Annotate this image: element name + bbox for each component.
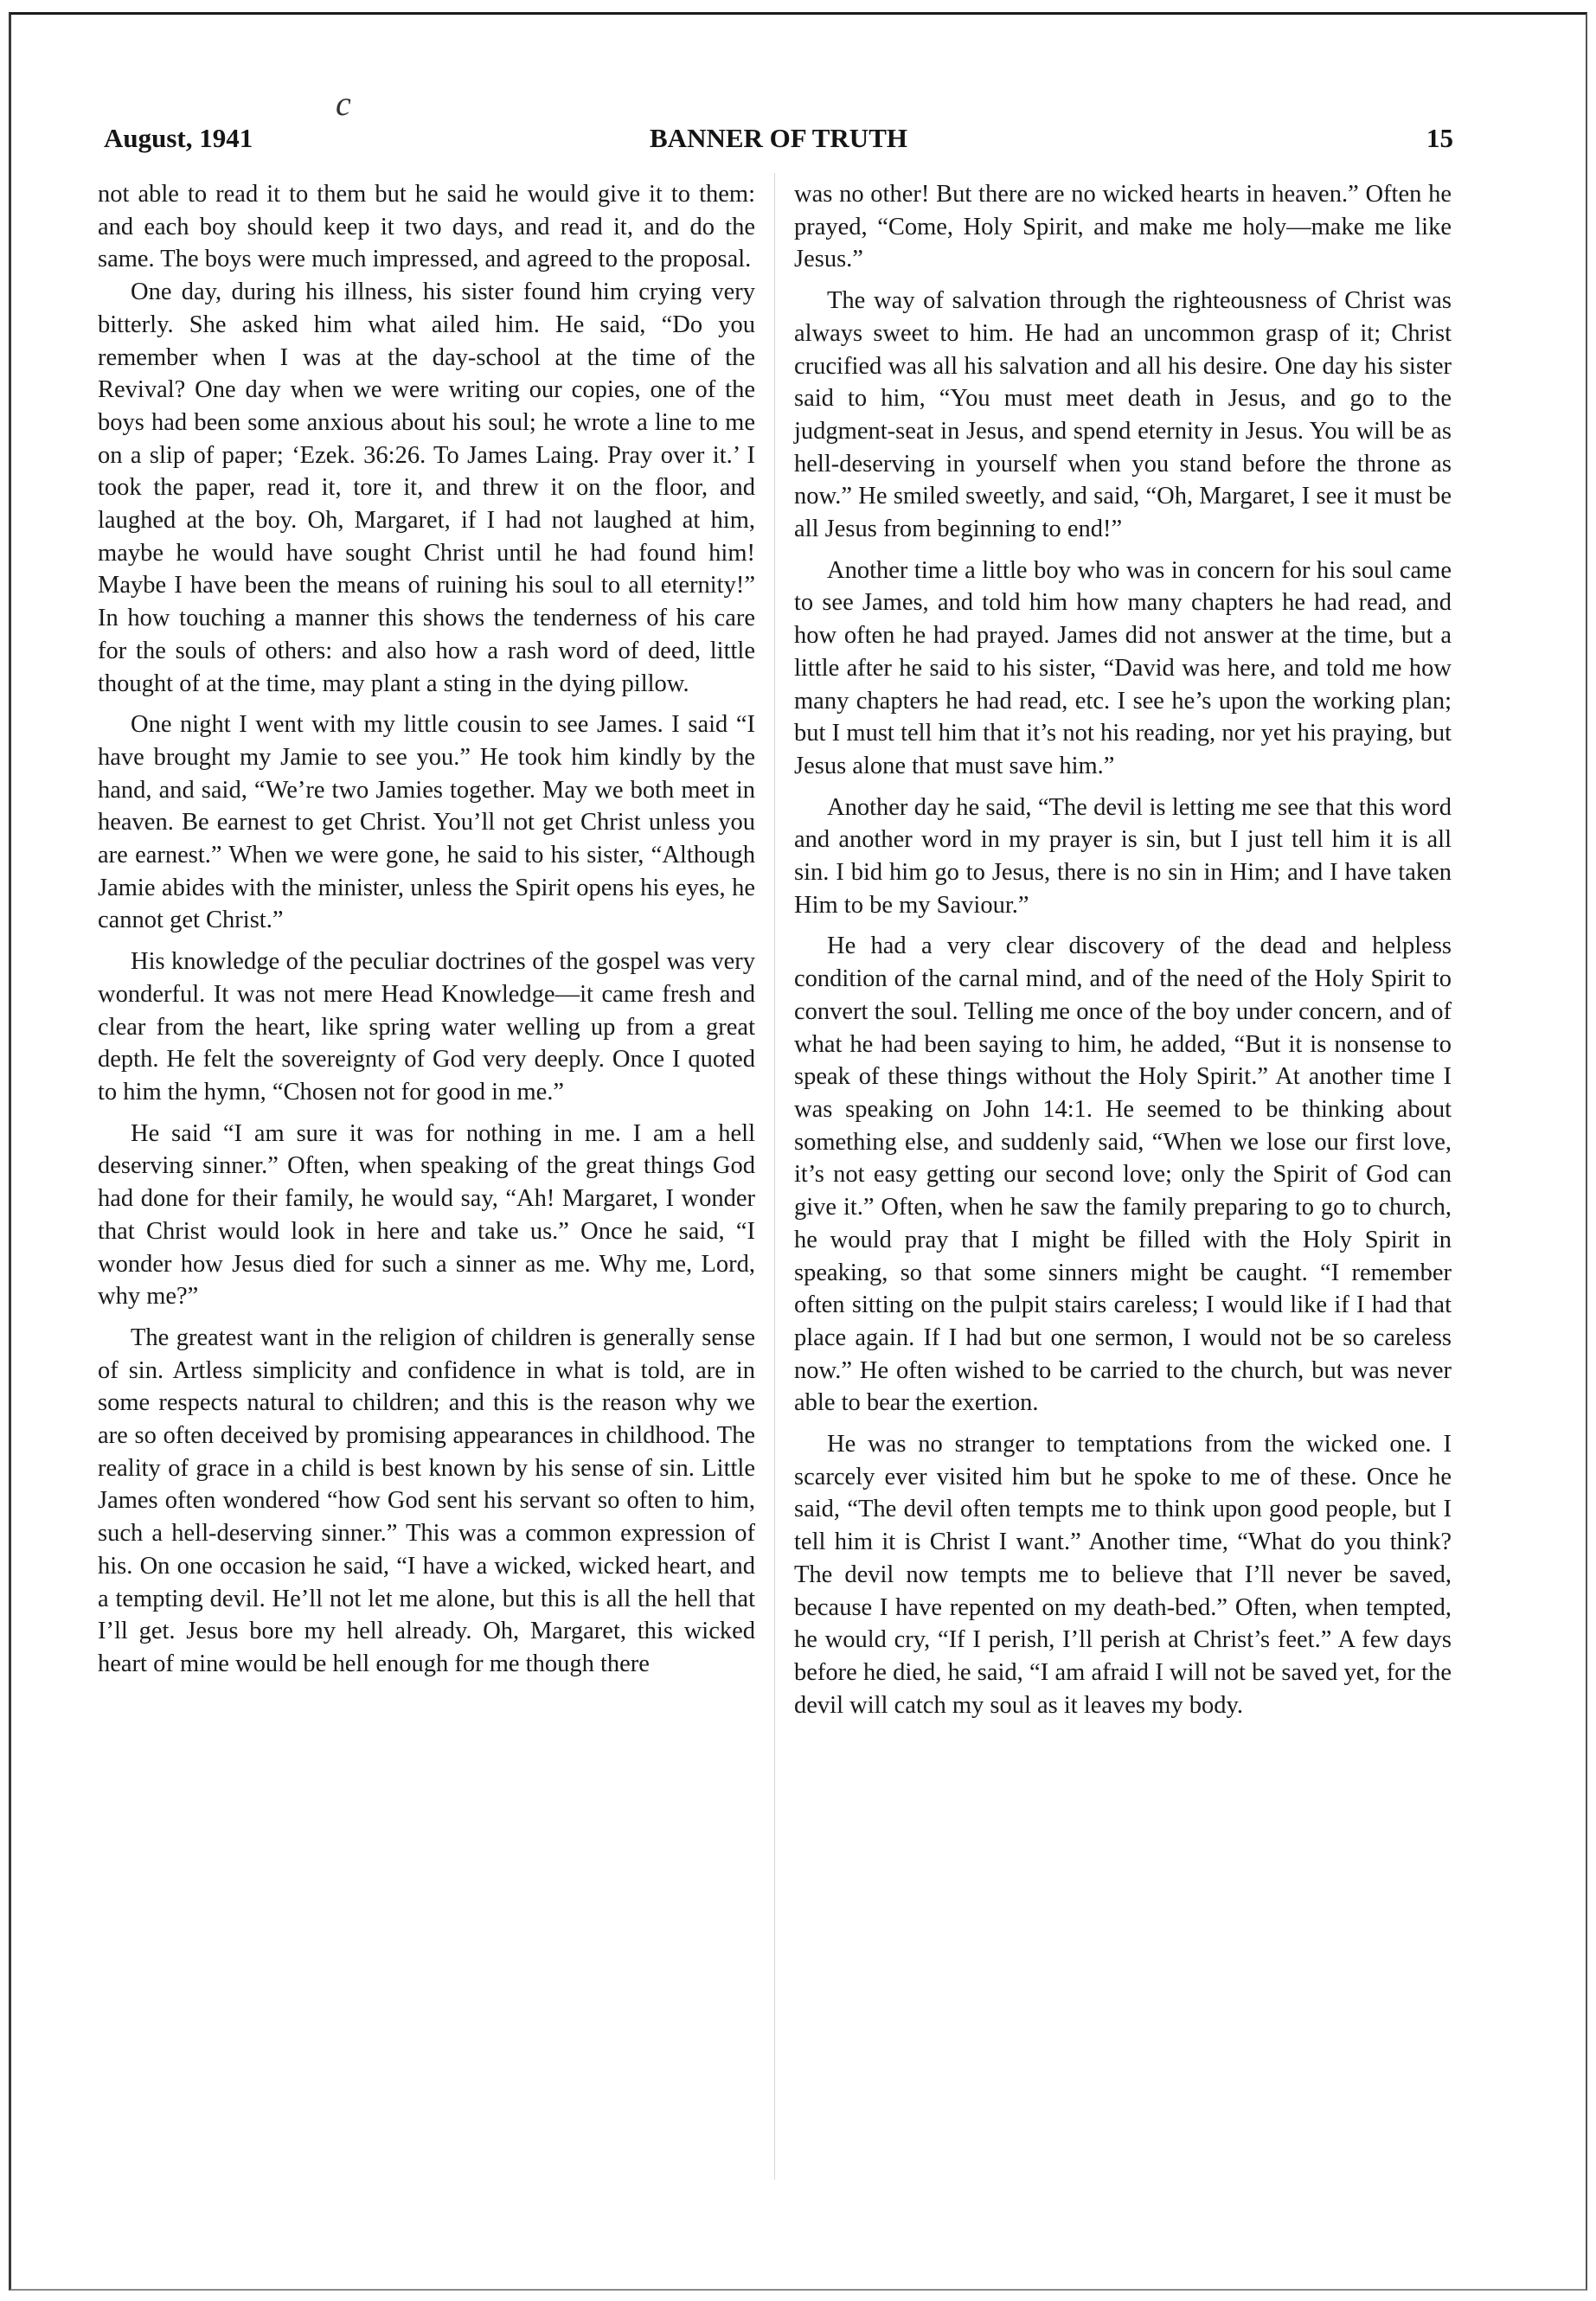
paragraph: The way of salvation through the righteousness of Christ was always sweet to him. He had an uncommon grasp of it; Christ crucified was all his salvation and all his desire. One day his sister said to him, “You must meet death in Jesus, and go to the judgment-seat in Jesus, and spend eternity in Jesus. You will be as hell-deserving in yourself when you stand before the throne as now.” He smiled sweetly, and said, “Oh, Margaret, I see it must be all Jesus from beginning to end!”	[794, 287, 1452, 543]
issue-date: August, 1941	[104, 123, 253, 153]
paragraph: Another day he said, “The devil is letting me see that this word and another word in my prayer is sin, but I just tell him it is all sin. I bid him go to Jesus, there is no sin in Him; and I have taken Him to be my Saviour.”	[794, 793, 1452, 919]
paragraph: The greatest want in the religion of children is generally sense of sin. Artless simplicity and confidence in what is told, are in some respects natural to children; and this is the reason why we are so often deceived by promising appearances in childhood. The reality of grace in a child is best known by his sense of sin. Little James often wondered “how God sent his servant so often to him, such a hell-deserving sinner.” This was a common expression of his. On one occasion he said, “I have a wicked, wicked heart, and a tempting devil. He’ll not let me alone, but this is all the hell that I’ll get. Jesus bore my hell already. Oh, Margaret, this wicked heart of mine would be hell enough for me though there	[98, 1324, 755, 1677]
paragraph: Another time a little boy who was in concern for his soul came to see James, and told him how many chapters he had read, and how often he had prayed. James did not answer at the time, but a little after he said to his sister, “David was here, and told me how many chapters he had read, etc. I see he’s upon the working plan; but I must tell him that it’s not his reading, nor yet his praying, but Jesus alone that must save him.”	[794, 556, 1452, 779]
right-column	[794, 178, 1452, 1721]
publication-title: BANNER OF TRUTH	[650, 123, 907, 153]
paragraph: One day, during his illness, his sister found him crying very bitterly. She asked him what ailed him. He said, “Do you remember when I was at the day-school at the time of the Revival? One day when we were writing our copies, one of the boys had been some anxious about his soul; he wrote a line to me on a slip of paper; ‘Ezek. 36:26. To James Laing. Pray over it.’ I took the paper, read it, tore it, and threw it on the floor, and laughed at the boy. Oh, Margaret, if I had not laughed at him, maybe he would have sought Christ until he had found him! Maybe I have been the means of ruining his soul to all eternity!” In how touching a manner this shows the tenderness of his care for the souls of others: and also how a rash word of deed, little thought of at the time, may plant a sting in the dying pillow.	[98, 279, 755, 697]
paragraph: was no other! But there are no wicked hearts in heaven.” Often he prayed, “Come, Holy Spirit, and make me holy—make me like Jesus.”	[794, 181, 1452, 273]
page-header	[104, 84, 1453, 161]
paragraph: His knowledge of the peculiar doctrines of the gospel was very wonderful. It was not mere Head Knowledge—it came fresh and clear from the heart, like spring water welling up from a great depth. He felt the sovereignty of God very deeply. Once I quoted to him the hymn, “Chosen not for good in me.”	[98, 948, 755, 1106]
column-divider	[774, 173, 775, 2180]
paragraph: not able to read it to them but he said he would give it to them: and each boy should keep it two days, and read it, and do the same. The boys were much impressed, and agreed to the proposal.	[98, 181, 755, 273]
handwritten-mark: c	[336, 84, 351, 123]
paragraph: He was no stranger to temptations from the wicked one. I scarcely ever visited him but he spoke to me of these. Once he said, “The devil often tempts me to think upon good people, but I tell him it is Christ I want.” Another time, “What do you think? The devil now tempts me to believe that I’ll never be saved, because I have repented on my death-bed.” Often, when tempted, he would cry, “If I perish, I’ll perish at Christ’s feet.” A few days before he died, he said, “I am afraid I will not be saved yet, for the devil will catch my soul as it leaves my body.	[794, 1431, 1452, 1719]
paragraph: One night I went with my little cousin to see James. I said “I have brought my Jamie to see you.” He took him kindly by the hand, and said, “We’re two Jamies together. May we both meet in heaven. Be earnest to get Christ. You’ll not get Christ unless you are earnest.” When we were gone, he said to his sister, “Although Jamie abides with the minister, unless the Spirit opens his eyes, he cannot get Christ.”	[98, 711, 755, 934]
page-number: 15	[1426, 123, 1453, 153]
paragraph: He said “I am sure it was for nothing in me. I am a hell deserving sinner.” Often, when speaking of the great things God had done for their family, he would say, “Ah! Margaret, I wonder that Christ would look in here and take us.” Once he said, “I wonder how Jesus died for such a sinner as me. Why me, Lord, why me?”	[98, 1119, 755, 1311]
left-column	[98, 178, 755, 1681]
paragraph: He had a very clear discovery of the dead and helpless condition of the carnal mind, and of the need of the Holy Spirit to convert the soul. Telling me once of the boy under concern, and of what he had been saying to him, he added, “But it is nonsense to speak of these things without the Holy Spirit.” At another time I was speaking on John 14:1. He seemed to be thinking about something else, and suddenly said, “When we lose our first love, it’s not easy getting our second love; only the Spirit of God can give it.” Often, when he saw the family preparing to go to church, he would pray that I might be filled with the Holy Spirit in speaking, so that some sinners might be caught. “I remember often sitting on the pulpit stairs careless; I would like if I had that place again. If I had but one sermon, I would not be so careless now.” He often wished to be carried to the church, but was never able to bear the exertion.	[794, 933, 1452, 1417]
